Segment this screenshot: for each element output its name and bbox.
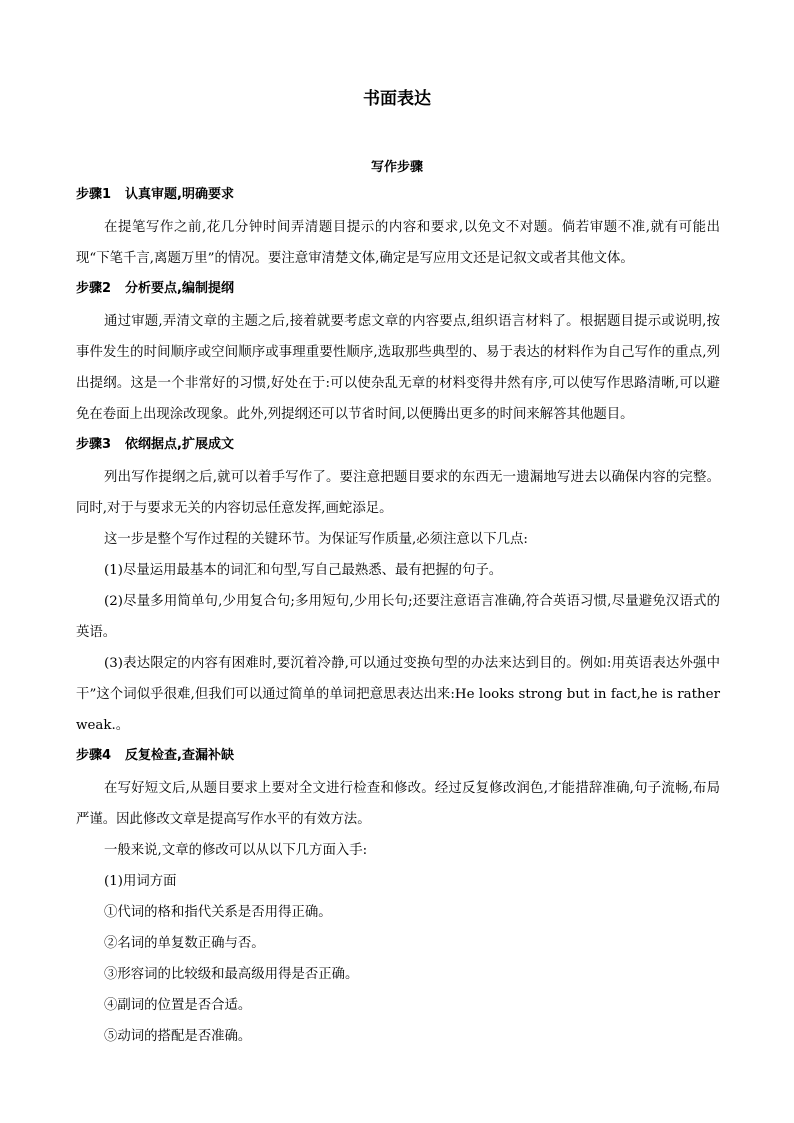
step-number: 步骤2 bbox=[76, 281, 112, 296]
step-number: 步骤4 bbox=[76, 748, 112, 763]
document-body bbox=[76, 186, 720, 1052]
list-item: ②名词的单复数正确与否。 bbox=[104, 936, 265, 951]
step-3-paragraph: 列出写作提纲之后,就可以着手写作了。要注意把题目要求的东西无一遗漏地写进去以确保内容的完整。同时,对于与要求无关的内容切忌任意发挥,画蛇添足。 bbox=[76, 470, 720, 516]
step-title: 分析要点,编制提纲 bbox=[125, 281, 234, 296]
step-title: 认真审题,明确要求 bbox=[125, 187, 234, 202]
step-3-point: (1)尽量运用最基本的词汇和句型,写自己最熟悉、最有把握的句子。 bbox=[104, 563, 503, 578]
section-subtitle: 写作步骤 bbox=[370, 160, 423, 175]
list-item: ⑤动词的搭配是否准确。 bbox=[104, 1029, 252, 1044]
step-3-point: (3)表达限定的内容有困难时,要沉着冷静,可以通过变换句型的办法来达到目的。例如:用英语表达外强中干”这个词似乎很难,但我们可以通过简单的单词把意思表达出来:He looks strong but in fact,he is rather weak.。 bbox=[76, 656, 720, 733]
list-item: ①代词的格和指代关系是否用得正确。 bbox=[104, 905, 332, 920]
step-3-point: (2)尽量多用简单句,少用复合句;多用短句,少用长句;还要注意语言准确,符合英语习惯,尽量避免汉语式的英语。 bbox=[76, 594, 720, 640]
list-item: (1)用词方面 bbox=[104, 874, 177, 889]
step-title: 依纲据点,扩展成文 bbox=[125, 437, 234, 452]
step-number: 步骤3 bbox=[76, 437, 112, 452]
step-number: 步骤1 bbox=[76, 187, 112, 202]
step-4-paragraph: 在写好短文后,从题目要求上要对全文进行检查和修改。经过反复修改润色,才能措辞准确,句子流畅,布局严谨。因此修改文章是提高写作水平的有效方法。 bbox=[76, 781, 720, 827]
step-1-paragraph: 在提笔写作之前,花几分钟时间弄清题目提示的内容和要求,以免文不对题。倘若审题不准,就有可能出现“下笔千言,离题万里”的情况。要注意审清楚文体,确定是写应用文还是记叙文或者其他文体。 bbox=[76, 220, 720, 266]
list-item: ③形容词的比较级和最高级用得是否正确。 bbox=[104, 967, 359, 982]
document-title: 书面表达 bbox=[363, 89, 431, 109]
step-4-paragraph: 一般来说,文章的修改可以从以下几方面入手: bbox=[104, 843, 368, 858]
list-item: ④副词的位置是否合适。 bbox=[104, 998, 252, 1013]
step-3-paragraph: 这一步是整个写作过程的关键环节。为保证写作质量,必须注意以下几点: bbox=[104, 532, 528, 547]
step-title: 反复检查,查漏补缺 bbox=[125, 748, 234, 763]
step-2-paragraph: 通过审题,弄清文章的主题之后,接着就要考虑文章的内容要点,组织语言材料了。根据题目提示或说明,按事件发生的时间顺序或空间顺序或事理重要性顺序,选取那些典型的、易于表达的材料作为自己写作的重点,列出提纲。这是一个非常好的习惯,好处在于:可以使杂乱无章的材料变得井然有序,可以使写作思路清晰,可以避免在卷面上出现涂改现象。此外,列提纲还可以节省时间,以便腾出更多的时间来解答其他题目。 bbox=[76, 314, 720, 422]
